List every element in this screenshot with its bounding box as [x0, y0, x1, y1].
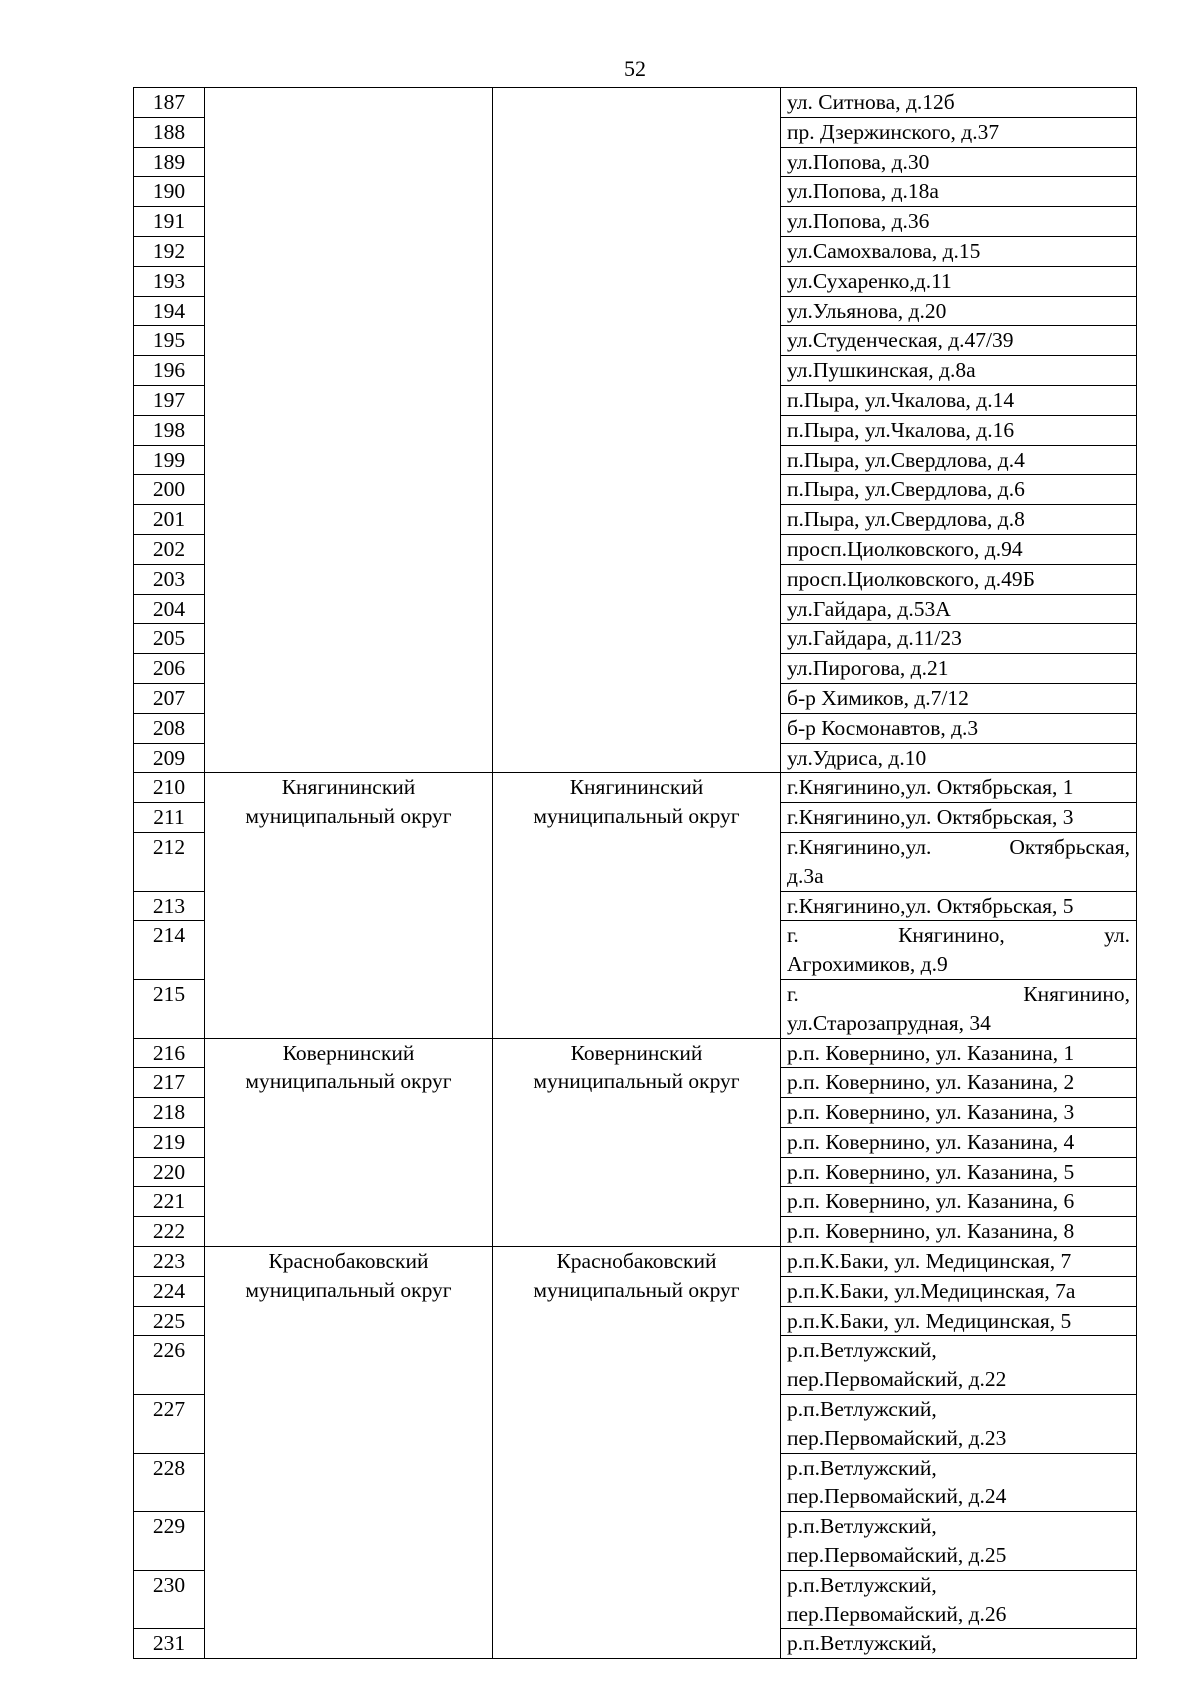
table-row [134, 773, 1137, 803]
address-cell [781, 1453, 1137, 1512]
table-row [134, 88, 1137, 118]
page-number: 52 [624, 56, 646, 81]
address-line: р.п.К.Баки, ул.Медицинская, 7а [787, 1278, 1076, 1303]
row-number: 193 [134, 266, 205, 296]
row-number: 187 [134, 88, 205, 118]
address-line: просп.Циолковского, д.94 [787, 536, 1023, 561]
address-cell [781, 117, 1137, 147]
row-number: 215 [134, 979, 205, 1038]
table-row [134, 1247, 1137, 1277]
address-table [133, 87, 1137, 1659]
address-line: г. Княгинино, ул. [787, 923, 1130, 948]
address-line: р.п.К.Баки, ул. Медицинская, 5 [787, 1308, 1072, 1333]
address-line: ул.Студенческая, д.47/39 [787, 328, 1014, 353]
address-line: р.п. Ковернино, ул. Казанина, 1 [787, 1040, 1075, 1065]
municipality-cell-2: Княгининский муниципальный округ [493, 773, 781, 1038]
address-cell [781, 236, 1137, 266]
address-cell [781, 356, 1137, 386]
address-cell [781, 1336, 1137, 1395]
address-table-body [134, 88, 1137, 1659]
address-line: пер.Первомайский, д.23 [787, 1425, 1007, 1450]
address-cell [781, 594, 1137, 624]
row-number: 213 [134, 891, 205, 921]
address-cell [781, 1629, 1137, 1659]
address-cell [781, 803, 1137, 833]
row-number: 230 [134, 1570, 205, 1629]
row-number: 209 [134, 743, 205, 773]
address-line: ул.Сухаренко,д.11 [787, 268, 952, 293]
address-line: ул.Удриса, д.10 [787, 745, 927, 770]
address-line: п.Пыра, ул.Свердлова, д.8 [787, 507, 1025, 532]
row-number: 206 [134, 654, 205, 684]
row-number: 190 [134, 177, 205, 207]
row-number: 216 [134, 1038, 205, 1068]
row-number: 218 [134, 1098, 205, 1128]
row-number: 211 [134, 803, 205, 833]
address-line: просп.Циолковского, д.49Б [787, 566, 1035, 591]
row-number: 192 [134, 236, 205, 266]
row-number: 197 [134, 385, 205, 415]
address-line: ул.Ульянова, д.20 [787, 298, 947, 323]
address-cell [781, 654, 1137, 684]
row-number: 212 [134, 832, 205, 891]
address-line: р.п.Ветлужский, [787, 1514, 937, 1539]
address-line: б-р Химиков, д.7/12 [787, 685, 969, 710]
address-cell [781, 266, 1137, 296]
municipality-cell: Ковернинский муниципальный округ [205, 1038, 493, 1247]
row-number: 226 [134, 1336, 205, 1395]
address-line: ул.Старозапрудная, 34 [787, 1010, 991, 1035]
municipality-cell-2: Ковернинский муниципальный округ [493, 1038, 781, 1247]
address-line: р.п. Ковернино, ул. Казанина, 8 [787, 1219, 1075, 1244]
row-number: 199 [134, 445, 205, 475]
address-cell [781, 773, 1137, 803]
address-line: п.Пыра, ул.Свердлова, д.6 [787, 477, 1025, 502]
row-number: 231 [134, 1629, 205, 1659]
address-line: п.Пыра, ул.Свердлова, д.4 [787, 447, 1025, 472]
address-line: р.п.Ветлужский, [787, 1455, 937, 1480]
address-line: пер.Первомайский, д.26 [787, 1601, 1007, 1626]
address-cell [781, 177, 1137, 207]
address-line: б-р Космонавтов, д.3 [787, 715, 979, 740]
address-line: г.Княгинино,ул. Октябрьская, 5 [787, 893, 1074, 918]
address-cell [781, 534, 1137, 564]
address-line: р.п.Ветлужский, [787, 1631, 937, 1656]
address-line: р.п.Ветлужский, [787, 1338, 937, 1363]
address-line: пер.Первомайский, д.22 [787, 1367, 1007, 1392]
address-line: ул.Гайдара, д.11/23 [787, 626, 962, 651]
address-cell [781, 1306, 1137, 1336]
row-number: 203 [134, 564, 205, 594]
address-cell [781, 1157, 1137, 1187]
address-line: р.п.Ветлужский, [787, 1572, 937, 1597]
row-number: 204 [134, 594, 205, 624]
address-cell [781, 1570, 1137, 1629]
row-number: 191 [134, 207, 205, 237]
address-line: Агрохимиков, д.9 [787, 952, 948, 977]
table-row [134, 1038, 1137, 1068]
address-cell [781, 1512, 1137, 1571]
address-cell [781, 564, 1137, 594]
address-line: р.п. Ковернино, ул. Казанина, 3 [787, 1100, 1075, 1125]
row-number: 200 [134, 475, 205, 505]
address-cell [781, 832, 1137, 891]
address-line: г. Княгинино, [787, 981, 1130, 1006]
address-line: р.п. Ковернино, ул. Казанина, 2 [787, 1070, 1075, 1095]
address-line: пер.Первомайский, д.25 [787, 1543, 1007, 1568]
address-cell [781, 624, 1137, 654]
address-cell [781, 1068, 1137, 1098]
row-number: 217 [134, 1068, 205, 1098]
address-cell [781, 1217, 1137, 1247]
row-number: 219 [134, 1127, 205, 1157]
row-number: 223 [134, 1247, 205, 1277]
address-line: ул.Попова, д.18а [787, 179, 939, 204]
address-line: г.Княгинино,ул. Октябрьская, 1 [787, 775, 1074, 800]
row-number: 196 [134, 356, 205, 386]
row-number: 224 [134, 1276, 205, 1306]
address-cell [781, 88, 1137, 118]
municipality-cell [205, 88, 493, 773]
address-line: пр. Дзержинского, д.37 [787, 119, 1000, 144]
address-cell [781, 1395, 1137, 1454]
address-cell [781, 505, 1137, 535]
row-number: 225 [134, 1306, 205, 1336]
row-number: 222 [134, 1217, 205, 1247]
row-number: 195 [134, 326, 205, 356]
address-cell [781, 891, 1137, 921]
address-line: п.Пыра, ул.Чкалова, д.14 [787, 387, 1015, 412]
address-cell [781, 979, 1137, 1038]
address-cell [781, 147, 1137, 177]
address-line: р.п. Ковернино, ул. Казанина, 4 [787, 1129, 1075, 1154]
address-cell [781, 296, 1137, 326]
row-number: 207 [134, 683, 205, 713]
address-line: ул.Попова, д.30 [787, 149, 930, 174]
row-number: 205 [134, 624, 205, 654]
row-number: 229 [134, 1512, 205, 1571]
address-line: р.п. Ковернино, ул. Казанина, 5 [787, 1159, 1075, 1184]
address-line: г.Княгинино,ул. Октябрьская, 3 [787, 805, 1074, 830]
address-cell [781, 1127, 1137, 1157]
row-number: 198 [134, 415, 205, 445]
row-number: 194 [134, 296, 205, 326]
municipality-cell-2 [493, 88, 781, 773]
row-number: 220 [134, 1157, 205, 1187]
address-line: г.Княгинино,ул. Октябрьская, [787, 834, 1130, 859]
address-cell [781, 683, 1137, 713]
address-cell [781, 921, 1137, 980]
municipality-cell: Княгининский муниципальный округ [205, 773, 493, 1038]
row-number: 202 [134, 534, 205, 564]
address-line: ул.Гайдара, д.53А [787, 596, 951, 621]
address-cell [781, 743, 1137, 773]
address-line: ул.Попова, д.36 [787, 209, 930, 234]
address-line: п.Пыра, ул.Чкалова, д.16 [787, 417, 1015, 442]
address-cell [781, 207, 1137, 237]
address-line: р.п.Ветлужский, [787, 1397, 937, 1422]
row-number: 188 [134, 117, 205, 147]
row-number: 210 [134, 773, 205, 803]
row-number: 189 [134, 147, 205, 177]
address-cell [781, 326, 1137, 356]
address-line: р.п. Ковернино, ул. Казанина, 6 [787, 1189, 1075, 1214]
address-cell [781, 415, 1137, 445]
address-line: ул.Самохвалова, д.15 [787, 238, 981, 263]
row-number: 228 [134, 1453, 205, 1512]
row-number: 208 [134, 713, 205, 743]
address-line: ул.Пирогова, д.21 [787, 656, 949, 681]
address-cell [781, 1276, 1137, 1306]
address-cell [781, 1247, 1137, 1277]
address-cell [781, 475, 1137, 505]
municipality-cell-2: Краснобаковский муниципальный округ [493, 1247, 781, 1659]
row-number: 214 [134, 921, 205, 980]
address-cell [781, 1098, 1137, 1128]
address-line: ул.Пушкинская, д.8а [787, 358, 976, 383]
address-cell [781, 1187, 1137, 1217]
row-number: 221 [134, 1187, 205, 1217]
municipality-cell: Краснобаковский муниципальный округ [205, 1247, 493, 1659]
row-number: 227 [134, 1395, 205, 1454]
address-cell [781, 445, 1137, 475]
address-line: р.п.К.Баки, ул. Медицинская, 7 [787, 1249, 1072, 1274]
address-cell [781, 1038, 1137, 1068]
address-cell [781, 385, 1137, 415]
address-line: пер.Первомайский, д.24 [787, 1484, 1007, 1509]
address-line: д.3а [787, 863, 824, 888]
row-number: 201 [134, 505, 205, 535]
address-cell [781, 713, 1137, 743]
address-line: ул. Ситнова, д.12б [787, 90, 955, 114]
